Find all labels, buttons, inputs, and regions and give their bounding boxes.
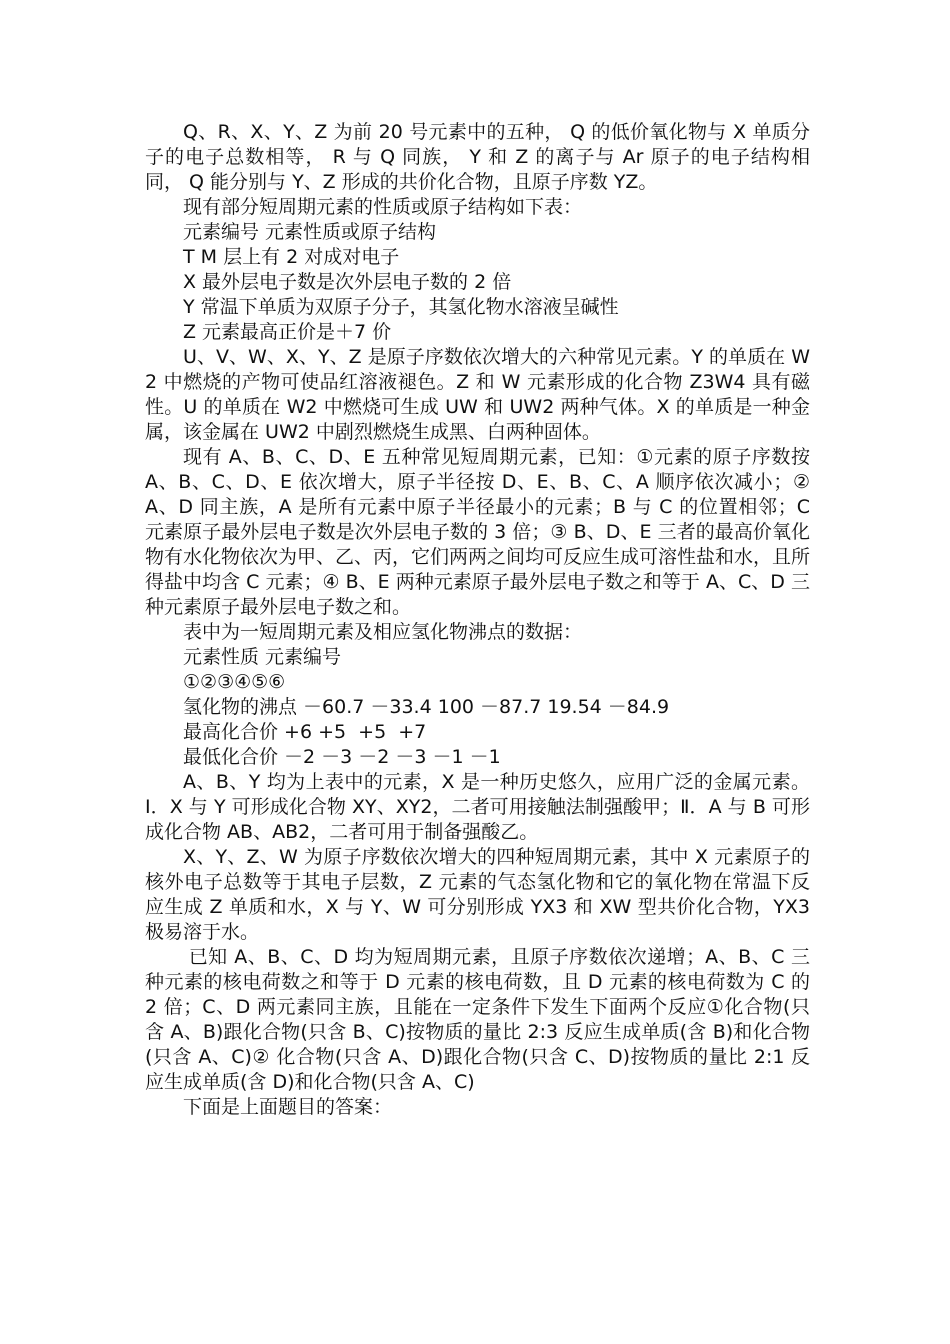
table1-row-y: Y 常温下单质为双原子分子，其氢化物水溶液呈碱性 — [183, 296, 619, 318]
paragraph-q-r-x-y-z: Q、R、X、Y、Z 为前 20 号元素中的五种， Q 的低价氧化物与 X 单质分子的电子总数相等， R 与 Q 同族， Y 和 Z 的离子与 Ar 原子的电子结构相同， Q 能分别与 Y、Z 形成的共价化合物，且原子序数 YZ。 — [145, 121, 810, 193]
answers-intro: 下面是上面题目的答案： — [183, 1096, 393, 1118]
paragraph-x-y-z-w: X、Y、Z、W 为原子序数依次增大的四种短周期元素，其中 X 元素原子的核外电子总数等于其电子层数，Z 元素的气态氢化物和它的氧化物在常温下反应生成 Z 单质和水，X 与 Y、W 可分别形成 YX3 和 XW 型共价化合物，YX3 极易溶于水。 — [145, 846, 810, 943]
table2-element-numbers: ①②③④⑤⑥ — [183, 671, 286, 693]
table2-max-valence: 最高化合价 +6 +5 +5 +7 — [183, 721, 427, 743]
table1-row-z: Z 元素最高正价是＋7 价 — [183, 321, 392, 343]
table2-header: 元素性质 元素编号 — [183, 646, 342, 668]
paragraph-a-b-c-d: 已知 A、B、C、D 均为短周期元素，且原子序数依次递增；A、B、C 三种元素的核电荷数之和等于 D 元素的核电荷数，且 D 元素的核电荷数为 C 的 2 倍；C、D 两元素同主族，且能在一定条件下发生下面两个反应①化合物(只含 A、B)跟化合物(只含 B、C)按物质的量比 2:3 反应生成单质(含 B)和化合物(只含 A、C)② 化合物(只含 A、D)跟化合物(只含 C、D)按物质的量比 2:1 反应生成单质(含 D)和化合物(只含 A、C) — [145, 946, 810, 1093]
table2-min-valence: 最低化合价 －2 －3 －2 －3 －1 －1 — [183, 746, 501, 768]
table2-boiling-points: 氢化物的沸点 －60.7 －33.4 100 －87.7 19.54 －84.9 — [183, 696, 670, 718]
table2-intro: 表中为一短周期元素及相应氢化物沸点的数据： — [183, 621, 583, 643]
table1-header: 元素编号 元素性质或原子结构 — [183, 221, 437, 243]
table1-row-t: T M 层上有 2 对成对电子 — [183, 246, 400, 268]
paragraph-a-b-y: A、B、Y 均为上表中的元素，X 是一种历史悠久，应用广泛的金属元素。Ⅰ．X 与 Y 可形成化合物 XY、XY2，二者可用接触法制强酸甲；Ⅱ．A 与 B 可形成化合物 AB、AB2，二者可用于制备强酸乙。 — [145, 771, 810, 843]
table1-row-x: X 最外层电子数是次外层电子数的 2 倍 — [183, 271, 512, 293]
paragraph-u-v-w-x-y-z: U、V、W、X、Y、Z 是原子序数依次增大的六种常见元素。Y 的单质在 W2 中燃烧的产物可使品红溶液褪色。Z 和 W 元素形成的化合物 Z3W4 具有磁性。U 的单质在 W2 中燃烧可生成 UW 和 UW2 两种气体。X 的单质是一种金属，该金属在 UW2 中剧烈燃烧生成黑、白两种固体。 — [145, 346, 810, 443]
paragraph-a-b-c-d-e: 现有 A、B、C、D、E 五种常见短周期元素，已知：①元素的原子序数按 A、B、C、D、E 依次增大，原子半径按 D、E、B、C、A 顺序依次减小；② A、D 同主族，A 是所有元素中原子半径最小的元素；B 与 C 的位置相邻；C 元素原子最外层电子数是次外层电子数的 3 倍；③ B、D、E 三者的最高价氧化物有水化物依次为甲、乙、丙，它们两两之间均可反应生成可溶性盐和水，且所得盐中均含 C 元素；④ B、E 两种元素原子最外层电子数之和等于 A、C、D 三种元素原子最外层电子数之和。 — [145, 446, 811, 618]
table1-intro: 现有部分短周期元素的性质或原子结构如下表： — [183, 196, 583, 218]
document-page — [145, 120, 810, 1120]
